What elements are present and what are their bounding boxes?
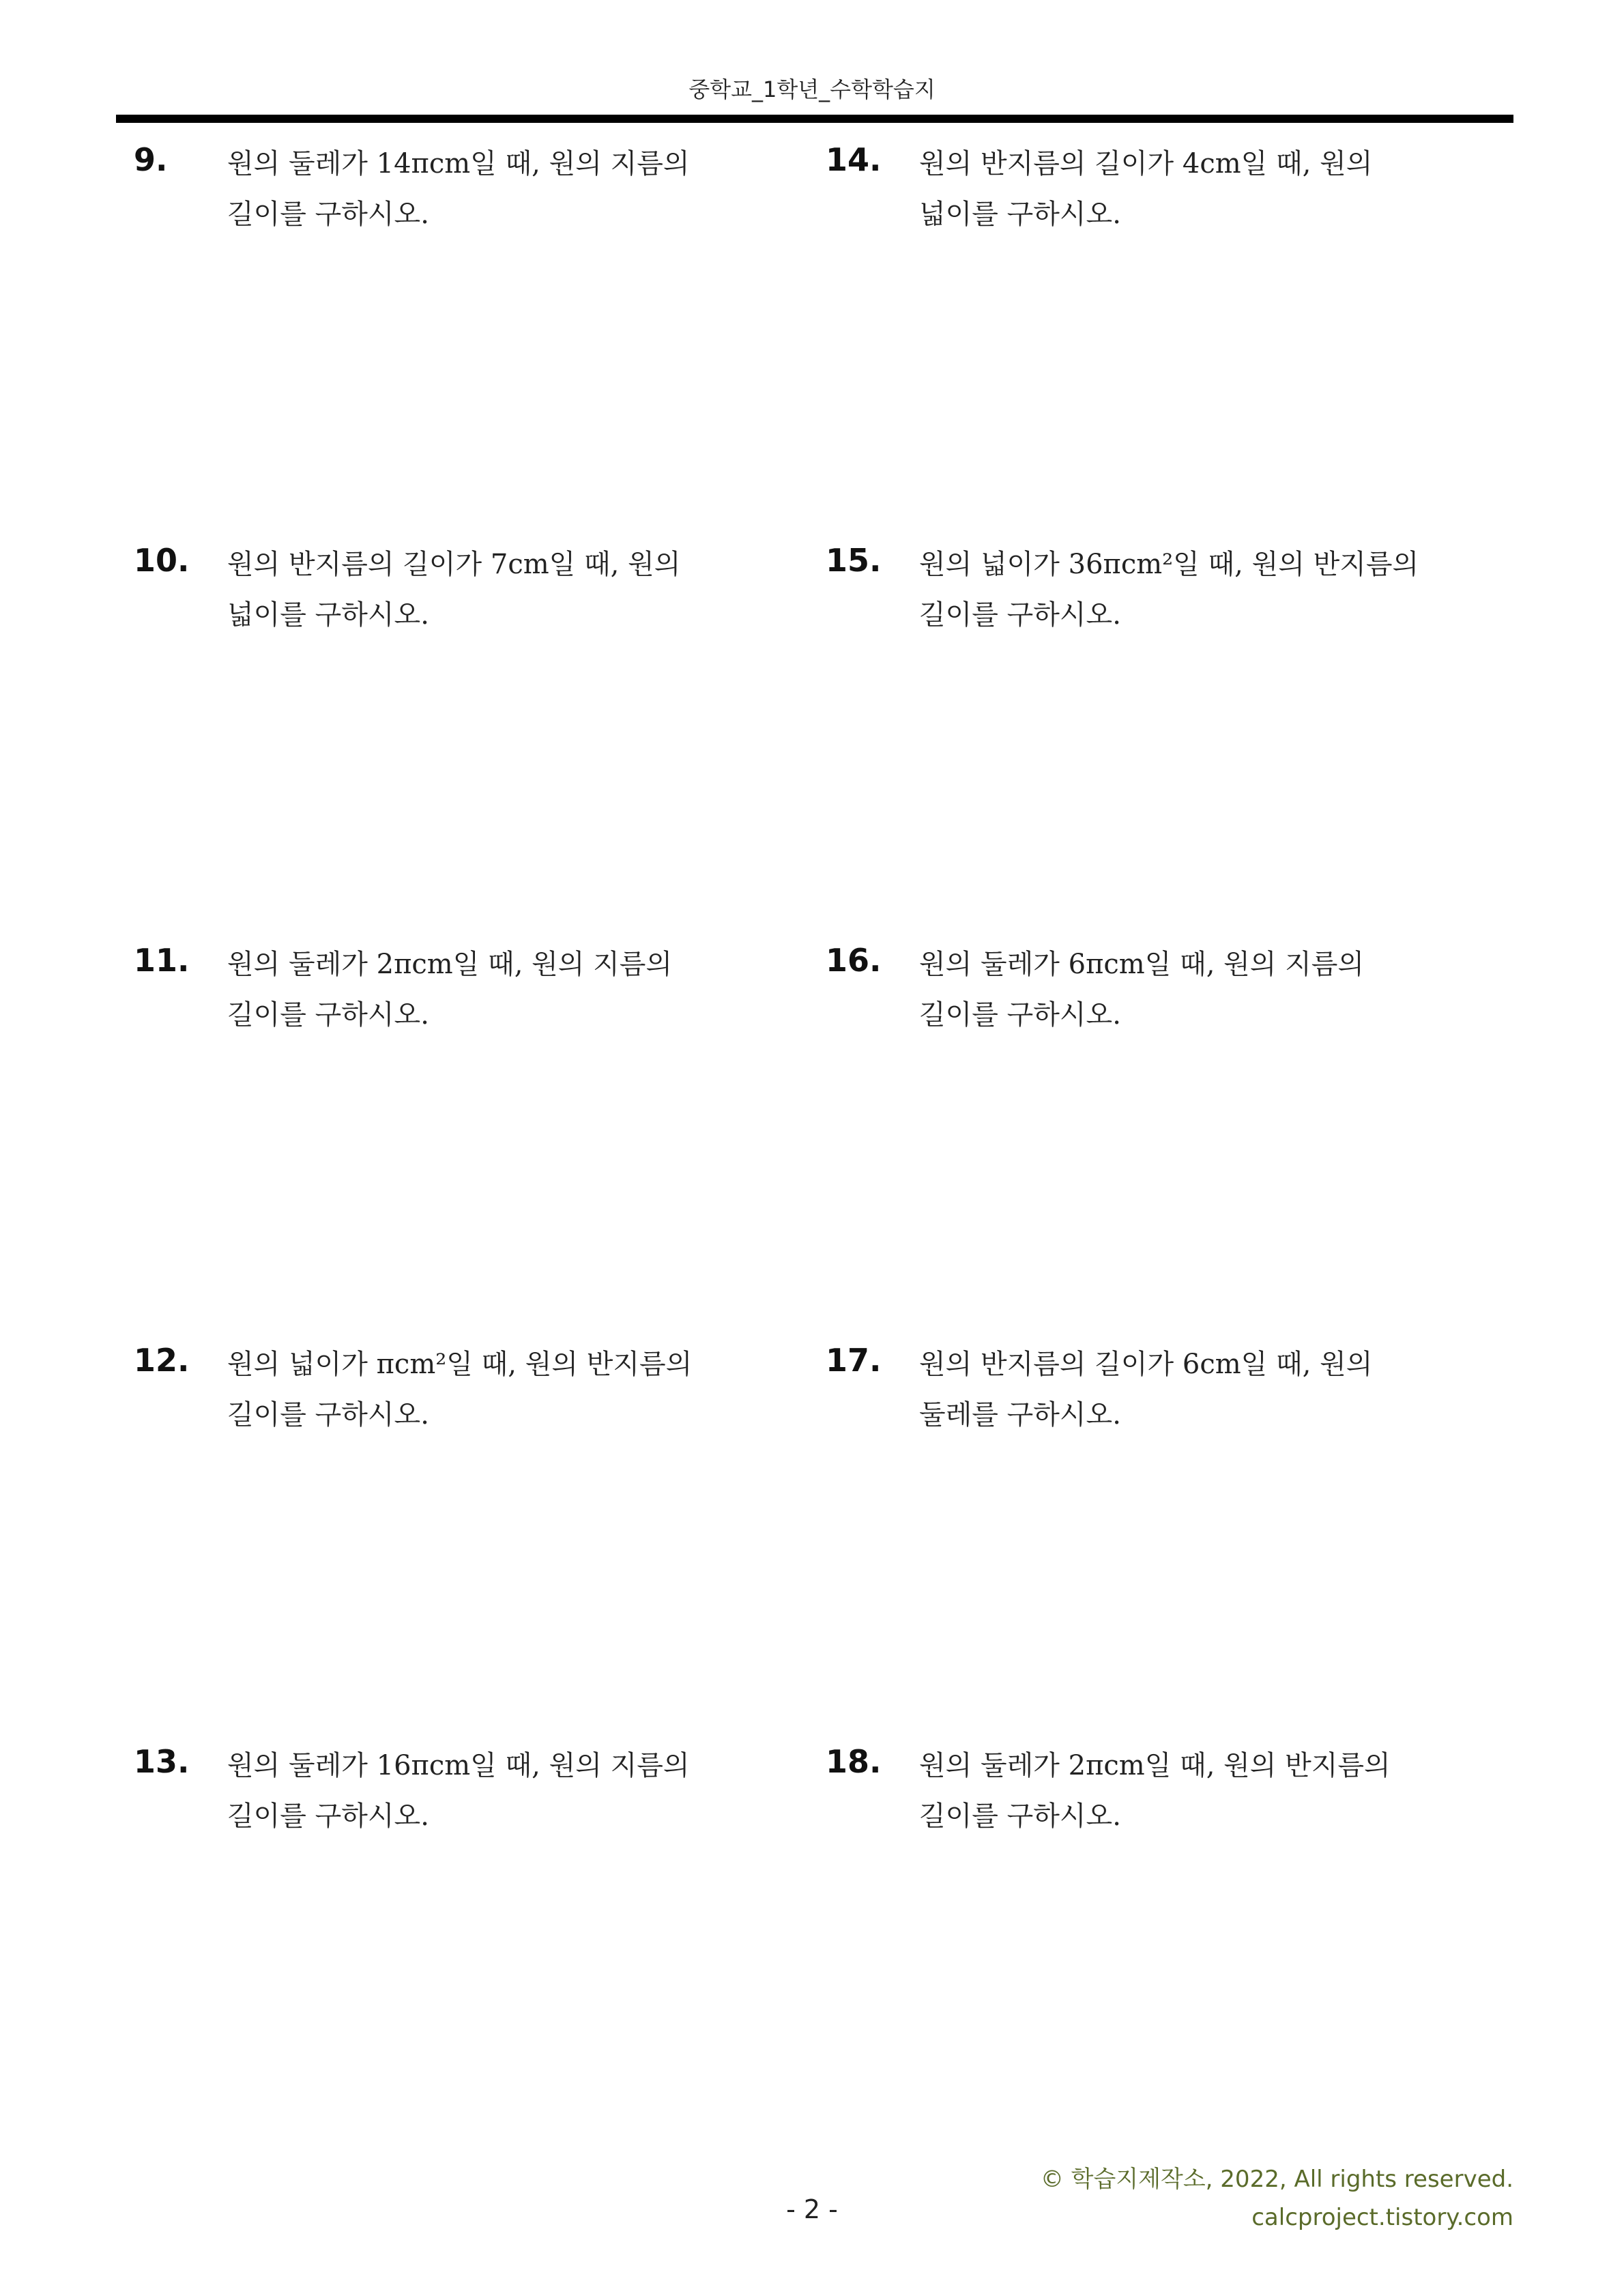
problem-text-line: 원의 반지름의 길이가 6cm일 때, 원의 — [919, 1349, 1373, 1380]
problem-text-line: 원의 둘레가 16πcm일 때, 원의 지름의 — [227, 1750, 690, 1781]
problem-text — [919, 1339, 1438, 1440]
problem-text-line: 원의 반지름의 길이가 4cm일 때, 원의 — [919, 148, 1373, 180]
problem-text-line: 길이를 구하시오. — [919, 1800, 1121, 1832]
problem-number: 16. — [826, 942, 882, 979]
page-header-title: 중학교_1학년_수학학습지 — [688, 76, 936, 102]
problem-number: 14. — [826, 141, 882, 178]
problem-text-line: 원의 넓이가 πcm²일 때, 원의 반지름의 — [227, 1349, 693, 1380]
problem-text — [227, 1339, 746, 1440]
problem-text — [227, 939, 746, 1040]
problem-number: 17. — [826, 1342, 882, 1379]
problem-text-line: 길이를 구하시오. — [227, 199, 429, 230]
problem-text-line: 길이를 구하시오. — [227, 1399, 429, 1431]
problem-text — [227, 139, 746, 240]
problem-text-line: 원의 둘레가 2πcm일 때, 원의 반지름의 — [919, 1750, 1391, 1781]
problem-text-line: 원의 반지름의 길이가 7cm일 때, 원의 — [227, 549, 681, 580]
page-number: - 2 - — [786, 2194, 838, 2224]
problem-text-line: 길이를 구하시오. — [227, 999, 429, 1031]
problem-number: 9. — [134, 141, 168, 178]
footer-credits — [1041, 2160, 1513, 2237]
problem-number: 18. — [826, 1743, 882, 1780]
problem-text — [919, 1740, 1438, 1841]
website-text: calcproject.tistory.com — [1251, 2204, 1513, 2231]
problem-text-line: 원의 둘레가 6πcm일 때, 원의 지름의 — [919, 949, 1365, 980]
problem-number: 13. — [134, 1743, 190, 1780]
problem-text — [227, 1740, 746, 1841]
problem-number: 10. — [134, 542, 190, 579]
problem-text-line: 넓이를 구하시오. — [919, 199, 1121, 230]
problem-text-line: 길이를 구하시오. — [227, 1800, 429, 1832]
problem-number: 12. — [134, 1342, 190, 1379]
problem-number: 15. — [826, 542, 882, 579]
problem-text-line: 둘레를 구하시오. — [919, 1399, 1121, 1431]
problem-text-line: 넓이를 구하시오. — [227, 599, 429, 631]
problem-text — [227, 539, 746, 640]
problem-text-line: 길이를 구하시오. — [919, 999, 1121, 1031]
header-divider — [116, 115, 1513, 123]
problem-text — [919, 539, 1438, 640]
problem-number: 11. — [134, 942, 190, 979]
problem-text-line: 원의 둘레가 14πcm일 때, 원의 지름의 — [227, 148, 690, 180]
problem-text — [919, 139, 1438, 240]
copyright-text: © 학습지제작소, 2022, All rights reserved. — [1040, 2166, 1513, 2193]
problem-text — [919, 939, 1438, 1040]
problem-text-line: 원의 넓이가 36πcm²일 때, 원의 반지름의 — [919, 549, 1419, 580]
problem-text-line: 길이를 구하시오. — [919, 599, 1121, 631]
problem-text-line: 원의 둘레가 2πcm일 때, 원의 지름의 — [227, 949, 673, 980]
